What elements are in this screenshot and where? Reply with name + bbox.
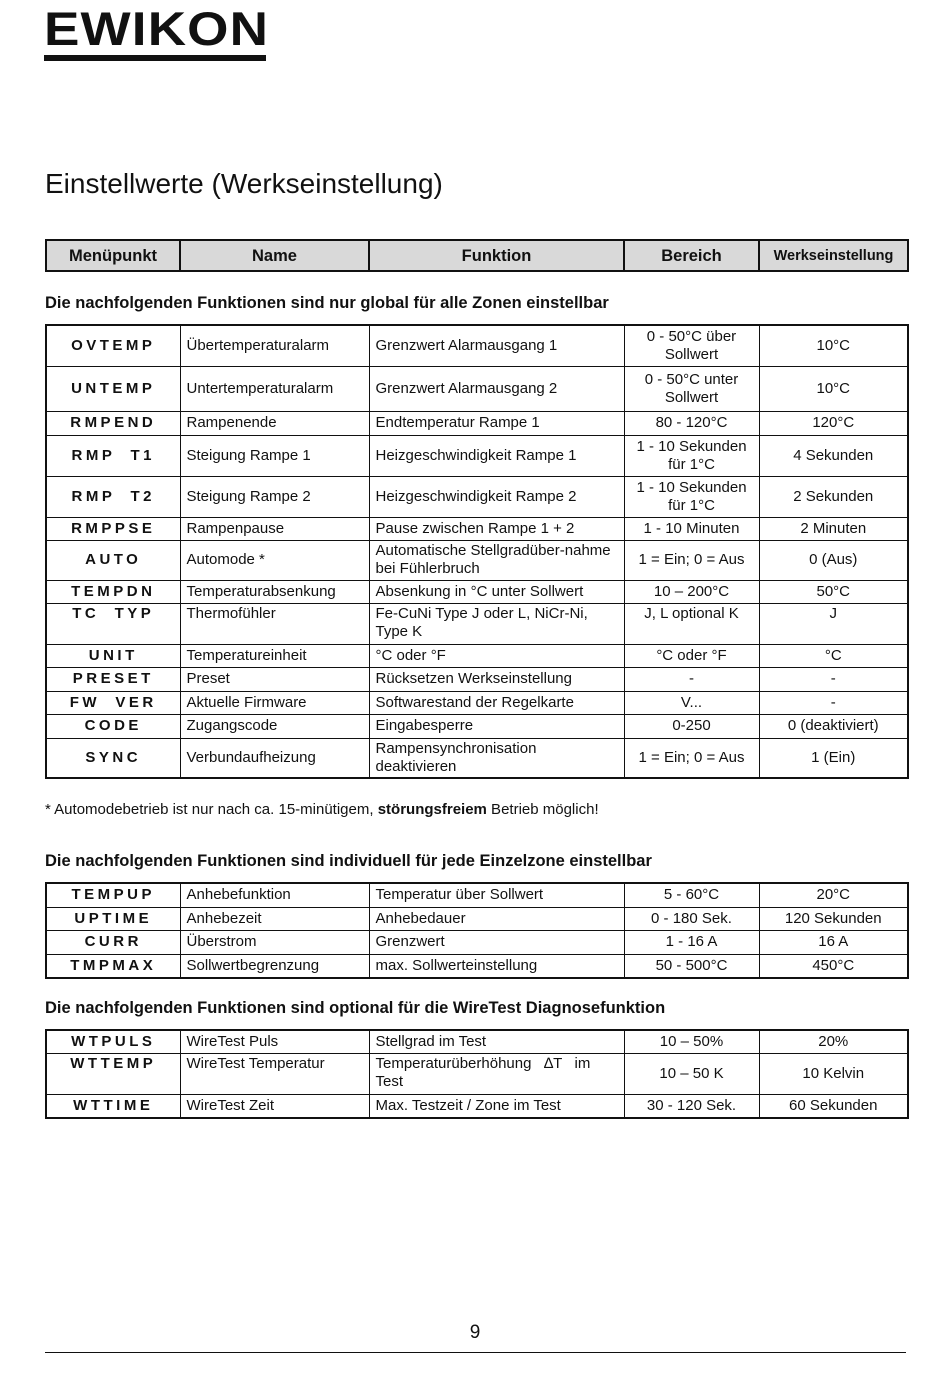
menu-code: WTTIME	[46, 1094, 180, 1118]
table-row	[46, 667, 908, 691]
row-function: Heizgeschwindigkeit Rampe 1	[369, 435, 624, 476]
menu-code: CURR	[46, 930, 180, 954]
section-heading-wiretest: Die nachfolgenden Funktionen sind optional für die WireTest Diagnosefunktion	[45, 999, 666, 1017]
row-name: Steigung Rampe 1	[180, 435, 369, 476]
table-row	[46, 907, 908, 930]
row-function: Grenzwert Alarmausgang 1	[369, 325, 624, 366]
table-row	[46, 954, 908, 978]
row-default: 20%	[759, 1030, 908, 1053]
row-range: 1 = Ein; 0 = Aus	[624, 738, 759, 778]
row-function: max. Sollwerteinstellung	[369, 954, 624, 978]
row-default: °C	[759, 644, 908, 667]
header-menupunkt: Menüpunkt	[46, 240, 180, 271]
row-default: 2 Sekunden	[759, 476, 908, 517]
row-function: Anhebedauer	[369, 907, 624, 930]
row-range: 5 - 60°C	[624, 883, 759, 907]
table-row	[46, 714, 908, 738]
row-name: Verbundaufheizung	[180, 738, 369, 778]
row-range: 10 – 200°C	[624, 580, 759, 603]
automode-footnote	[45, 801, 599, 818]
menu-code: AUTO	[46, 540, 180, 580]
table-row	[46, 738, 908, 778]
table-row	[46, 691, 908, 714]
table-row	[46, 883, 908, 907]
row-range: 80 - 120°C	[624, 411, 759, 435]
row-range: 0 - 50°C über Sollwert	[624, 325, 759, 366]
menu-code: TC TYP	[46, 603, 180, 644]
ewikon-logo	[44, 2, 270, 64]
logo-underline	[44, 55, 266, 61]
row-name: WireTest Puls	[180, 1030, 369, 1053]
table-row	[46, 1030, 908, 1053]
row-default: 1 (Ein)	[759, 738, 908, 778]
row-name: Rampenpause	[180, 517, 369, 540]
header-funktion: Funktion	[369, 240, 624, 271]
row-range: 1 - 10 Minuten	[624, 517, 759, 540]
row-default: 10 Kelvin	[759, 1053, 908, 1094]
row-default: 120°C	[759, 411, 908, 435]
row-default: 20°C	[759, 883, 908, 907]
footnote-text: * Automodebetrieb ist nur nach ca. 15-minütigem,	[45, 801, 378, 818]
row-range: 50 - 500°C	[624, 954, 759, 978]
wiretest-settings-table	[45, 1029, 909, 1119]
row-function: Grenzwert Alarmausgang 2	[369, 366, 624, 411]
row-range: J, L optional K	[624, 603, 759, 644]
menu-code: FW VER	[46, 691, 180, 714]
footnote-text-end: Betrieb möglich!	[486, 801, 599, 818]
row-name: Preset	[180, 667, 369, 691]
row-range: 1 - 10 Sekunden für 1°C	[624, 435, 759, 476]
table-row	[46, 580, 908, 603]
section-heading-global: Die nachfolgenden Funktionen sind nur global für alle Zonen einstellbar	[45, 294, 609, 312]
row-name: WireTest Temperatur	[180, 1053, 369, 1094]
menu-code: RMP T2	[46, 476, 180, 517]
row-range: 0 - 180 Sek.	[624, 907, 759, 930]
row-default: 120 Sekunden	[759, 907, 908, 930]
table-row	[46, 1053, 908, 1094]
menu-code: WTTEMP	[46, 1053, 180, 1094]
row-default: 10°C	[759, 366, 908, 411]
row-function: Heizgeschwindigkeit Rampe 2	[369, 476, 624, 517]
row-default: 16 A	[759, 930, 908, 954]
row-range: -	[624, 667, 759, 691]
menu-code: RMP T1	[46, 435, 180, 476]
menu-code: UNTEMP	[46, 366, 180, 411]
row-function: Rampensynchronisation deaktivieren	[369, 738, 624, 778]
row-function: Rücksetzen Werkseinstellung	[369, 667, 624, 691]
row-function: Automatische Stellgradüber-nahme bei Fühlerbruch	[369, 540, 624, 580]
row-name: Rampenende	[180, 411, 369, 435]
row-name: Übertemperaturalarm	[180, 325, 369, 366]
row-default: 10°C	[759, 325, 908, 366]
menu-code: CODE	[46, 714, 180, 738]
row-name: Temperaturabsenkung	[180, 580, 369, 603]
logo-text: EWIKON	[44, 2, 270, 55]
row-range: 30 - 120 Sek.	[624, 1094, 759, 1118]
row-function: Temperaturüberhöhung ∆T im Test	[369, 1053, 624, 1094]
row-range: °C oder °F	[624, 644, 759, 667]
row-function: Endtemperatur Rampe 1	[369, 411, 624, 435]
row-default: J	[759, 603, 908, 644]
row-name: Aktuelle Firmware	[180, 691, 369, 714]
row-function: Stellgrad im Test	[369, 1030, 624, 1053]
menu-code: TEMPUP	[46, 883, 180, 907]
table-row	[46, 517, 908, 540]
zone-settings-table	[45, 882, 909, 979]
row-range: 1 - 10 Sekunden für 1°C	[624, 476, 759, 517]
row-range: 0 - 50°C unter Sollwert	[624, 366, 759, 411]
row-default: 60 Sekunden	[759, 1094, 908, 1118]
menu-code: WTPULS	[46, 1030, 180, 1053]
row-name: Automode *	[180, 540, 369, 580]
row-function: Absenkung in °C unter Sollwert	[369, 580, 624, 603]
row-range: 10 – 50 K	[624, 1053, 759, 1094]
table-row	[46, 435, 908, 476]
table-row	[46, 644, 908, 667]
menu-code: TMPMAX	[46, 954, 180, 978]
row-function: Grenzwert	[369, 930, 624, 954]
row-function: Fe-CuNi Type J oder L, NiCr-Ni, Type K	[369, 603, 624, 644]
row-name: Temperatureinheit	[180, 644, 369, 667]
header-werkseinstellung: Werkseinstellung	[759, 240, 908, 271]
menu-code: RMPPSE	[46, 517, 180, 540]
table-row	[46, 411, 908, 435]
row-range: V...	[624, 691, 759, 714]
row-name: Sollwertbegrenzung	[180, 954, 369, 978]
row-function: Softwarestand der Regelkarte	[369, 691, 624, 714]
header-bereich: Bereich	[624, 240, 759, 271]
menu-code: TEMPDN	[46, 580, 180, 603]
row-range: 1 = Ein; 0 = Aus	[624, 540, 759, 580]
row-default: 50°C	[759, 580, 908, 603]
row-name: Thermofühler	[180, 603, 369, 644]
row-default: 0 (Aus)	[759, 540, 908, 580]
section-heading-individual: Die nachfolgenden Funktionen sind individuell für jede Einzelzone einstellbar	[45, 852, 652, 870]
row-name: Untertemperaturalarm	[180, 366, 369, 411]
row-name: WireTest Zeit	[180, 1094, 369, 1118]
column-header	[45, 239, 909, 272]
row-default: -	[759, 691, 908, 714]
table-row	[46, 1094, 908, 1118]
global-settings-table	[45, 324, 909, 779]
header-name: Name	[180, 240, 369, 271]
table-row	[46, 540, 908, 580]
row-range: 0-250	[624, 714, 759, 738]
table-row	[46, 930, 908, 954]
row-default: 4 Sekunden	[759, 435, 908, 476]
menu-code: UPTIME	[46, 907, 180, 930]
row-range: 1 - 16 A	[624, 930, 759, 954]
menu-code: SYNC	[46, 738, 180, 778]
menu-code: PRESET	[46, 667, 180, 691]
row-default: 450°C	[759, 954, 908, 978]
row-function: Pause zwischen Rampe 1 + 2	[369, 517, 624, 540]
table-row	[46, 366, 908, 411]
row-name: Zugangscode	[180, 714, 369, 738]
page-title: Einstellwerte (Werkseinstellung)	[45, 168, 443, 199]
row-function: Temperatur über Sollwert	[369, 883, 624, 907]
row-range: 10 – 50%	[624, 1030, 759, 1053]
row-name: Überstrom	[180, 930, 369, 954]
footer-divider	[45, 1352, 906, 1353]
table-row	[46, 603, 908, 644]
row-default: 2 Minuten	[759, 517, 908, 540]
menu-code: RMPEND	[46, 411, 180, 435]
row-name: Anhebefunktion	[180, 883, 369, 907]
page-number: 9	[469, 1322, 481, 1343]
menu-code: OVTEMP	[46, 325, 180, 366]
row-name: Steigung Rampe 2	[180, 476, 369, 517]
table-row	[46, 476, 908, 517]
row-function: Eingabesperre	[369, 714, 624, 738]
row-default: -	[759, 667, 908, 691]
row-function: Max. Testzeit / Zone im Test	[369, 1094, 624, 1118]
table-row	[46, 325, 908, 366]
row-function: °C oder °F	[369, 644, 624, 667]
row-name: Anhebezeit	[180, 907, 369, 930]
row-default: 0 (deaktiviert)	[759, 714, 908, 738]
menu-code: UNIT	[46, 644, 180, 667]
footnote-emphasis: störungsfreiem	[377, 801, 487, 818]
